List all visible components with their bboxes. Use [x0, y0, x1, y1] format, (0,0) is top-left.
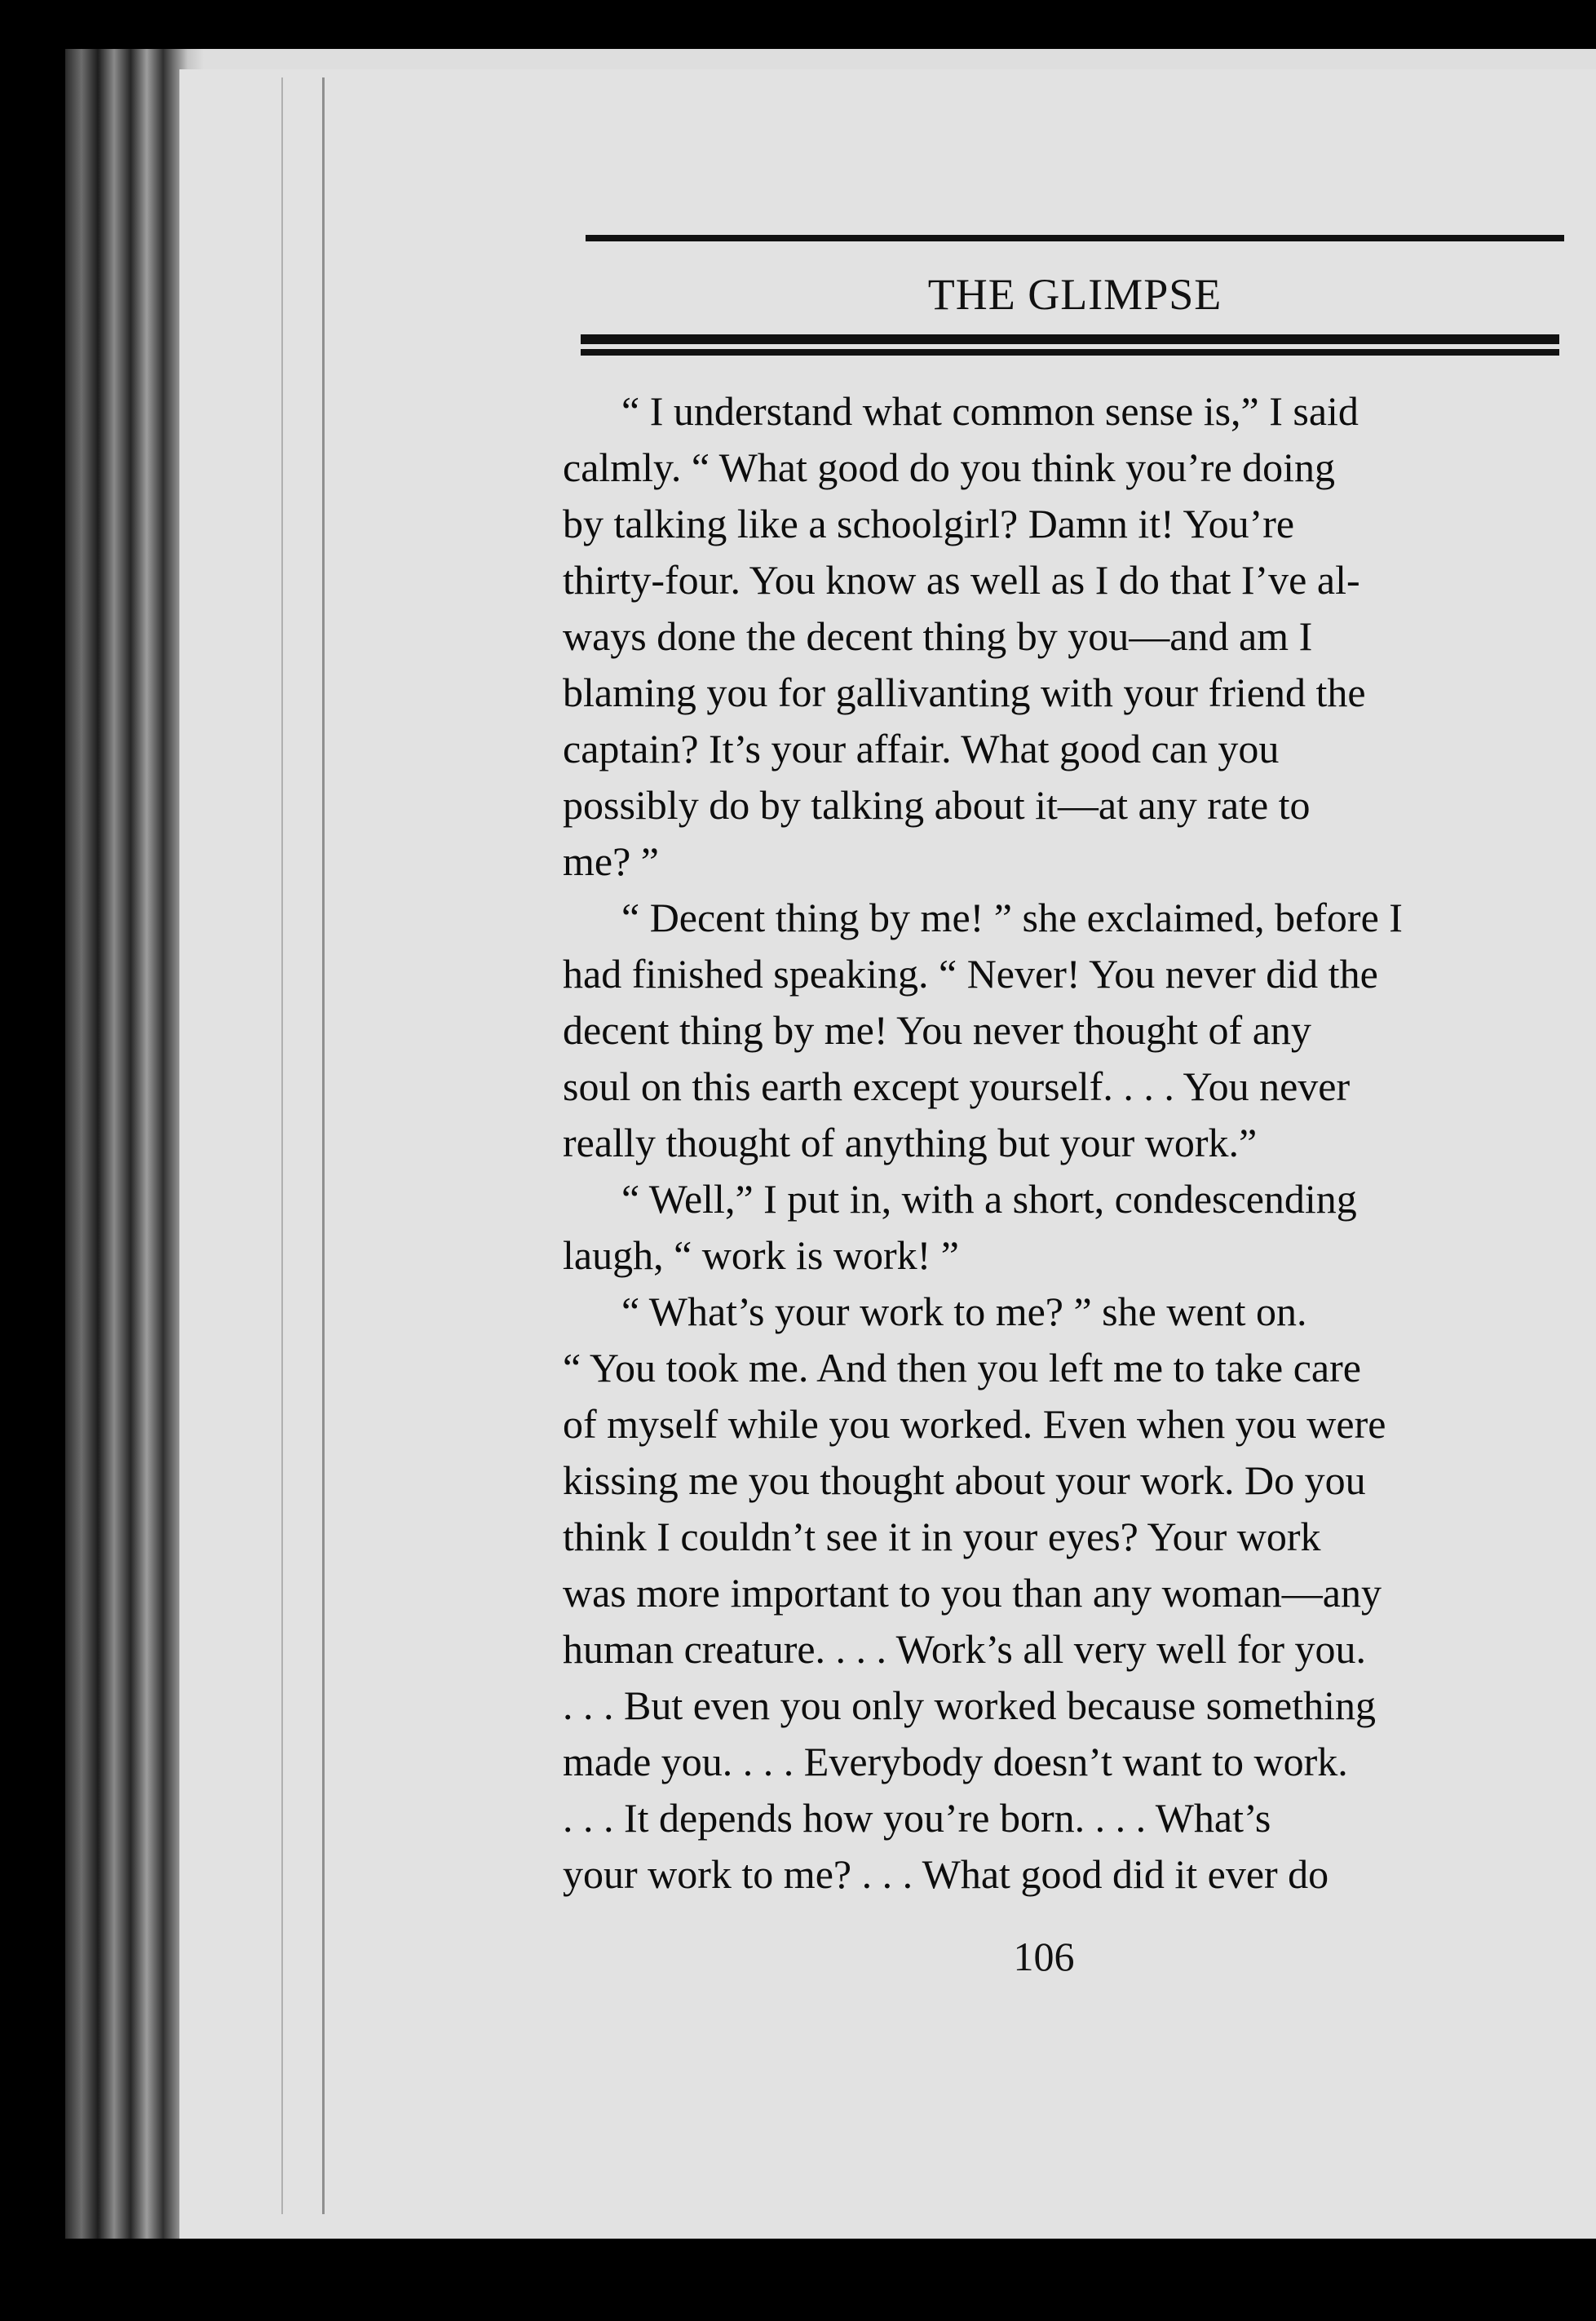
header-rule-bottom [581, 334, 1559, 344]
text-line: “ What’s your work to me? ” she went on. [621, 1289, 1307, 1334]
text-line: blaming you for gallivanting with your friend the [563, 670, 1366, 715]
text-line: “ I understand what common sense is,” I said [621, 388, 1359, 434]
text-line: thirty-four. You know as well as I do that I’ve al- [563, 557, 1360, 603]
text-line: kissing me you thought about your work. Do you [563, 1457, 1366, 1503]
text-line: think I couldn’t see it in your eyes? Your work [563, 1514, 1321, 1559]
text-line: by talking like a schoolgirl? Damn it! You’re [563, 501, 1295, 546]
text-line: possibly do by talking about it—at any rate to [563, 782, 1311, 828]
text-line: . . . But even you only worked because something [563, 1682, 1377, 1728]
text-line: soul on this earth except yourself. . . . You never [563, 1063, 1351, 1109]
text-line: human creature. . . . Work’s all very well for you. [563, 1626, 1367, 1672]
text-line: ways done the decent thing by you—and am I [563, 613, 1313, 659]
text-line: was more important to you than any woman—any [563, 1570, 1382, 1616]
text-line: calmly. “ What good do you think you’re doing [563, 444, 1336, 490]
text-line: “ Decent thing by me! ” she exclaimed, before I [621, 895, 1403, 940]
text-line: had finished speaking. “ Never! You never did the [563, 951, 1378, 997]
gutter-shadow [281, 77, 283, 2214]
text-line: “ Well,” I put in, with a short, condescending [621, 1176, 1357, 1222]
text-line: your work to me? . . . What good did it ever do [563, 1851, 1329, 1897]
text-line: decent thing by me! You never thought of any [563, 1007, 1311, 1053]
running-head: THE GLIMPSE [927, 270, 1222, 319]
gutter-line [322, 77, 325, 2214]
text-line: me? ” [563, 838, 659, 884]
scan-background [0, 2239, 1596, 2321]
header-rule-top [586, 235, 1564, 241]
header-rule-bottom-double [581, 349, 1559, 356]
text-line: . . . It depends how you’re born. . . . What’s [563, 1795, 1271, 1841]
body-text [563, 383, 1550, 1903]
page-number: 106 [1013, 1934, 1075, 1979]
text-line: really thought of anything but your work.” [563, 1120, 1258, 1165]
text-line: “ You took me. And then you left me to take care [563, 1345, 1361, 1390]
text-line: of myself while you worked. Even when you were [563, 1401, 1386, 1447]
text-line: laugh, “ work is work! ” [563, 1232, 959, 1278]
text-line: made you. . . . Everybody doesn’t want to work. [563, 1739, 1348, 1784]
text-line: captain? It’s your affair. What good can you [563, 726, 1280, 771]
